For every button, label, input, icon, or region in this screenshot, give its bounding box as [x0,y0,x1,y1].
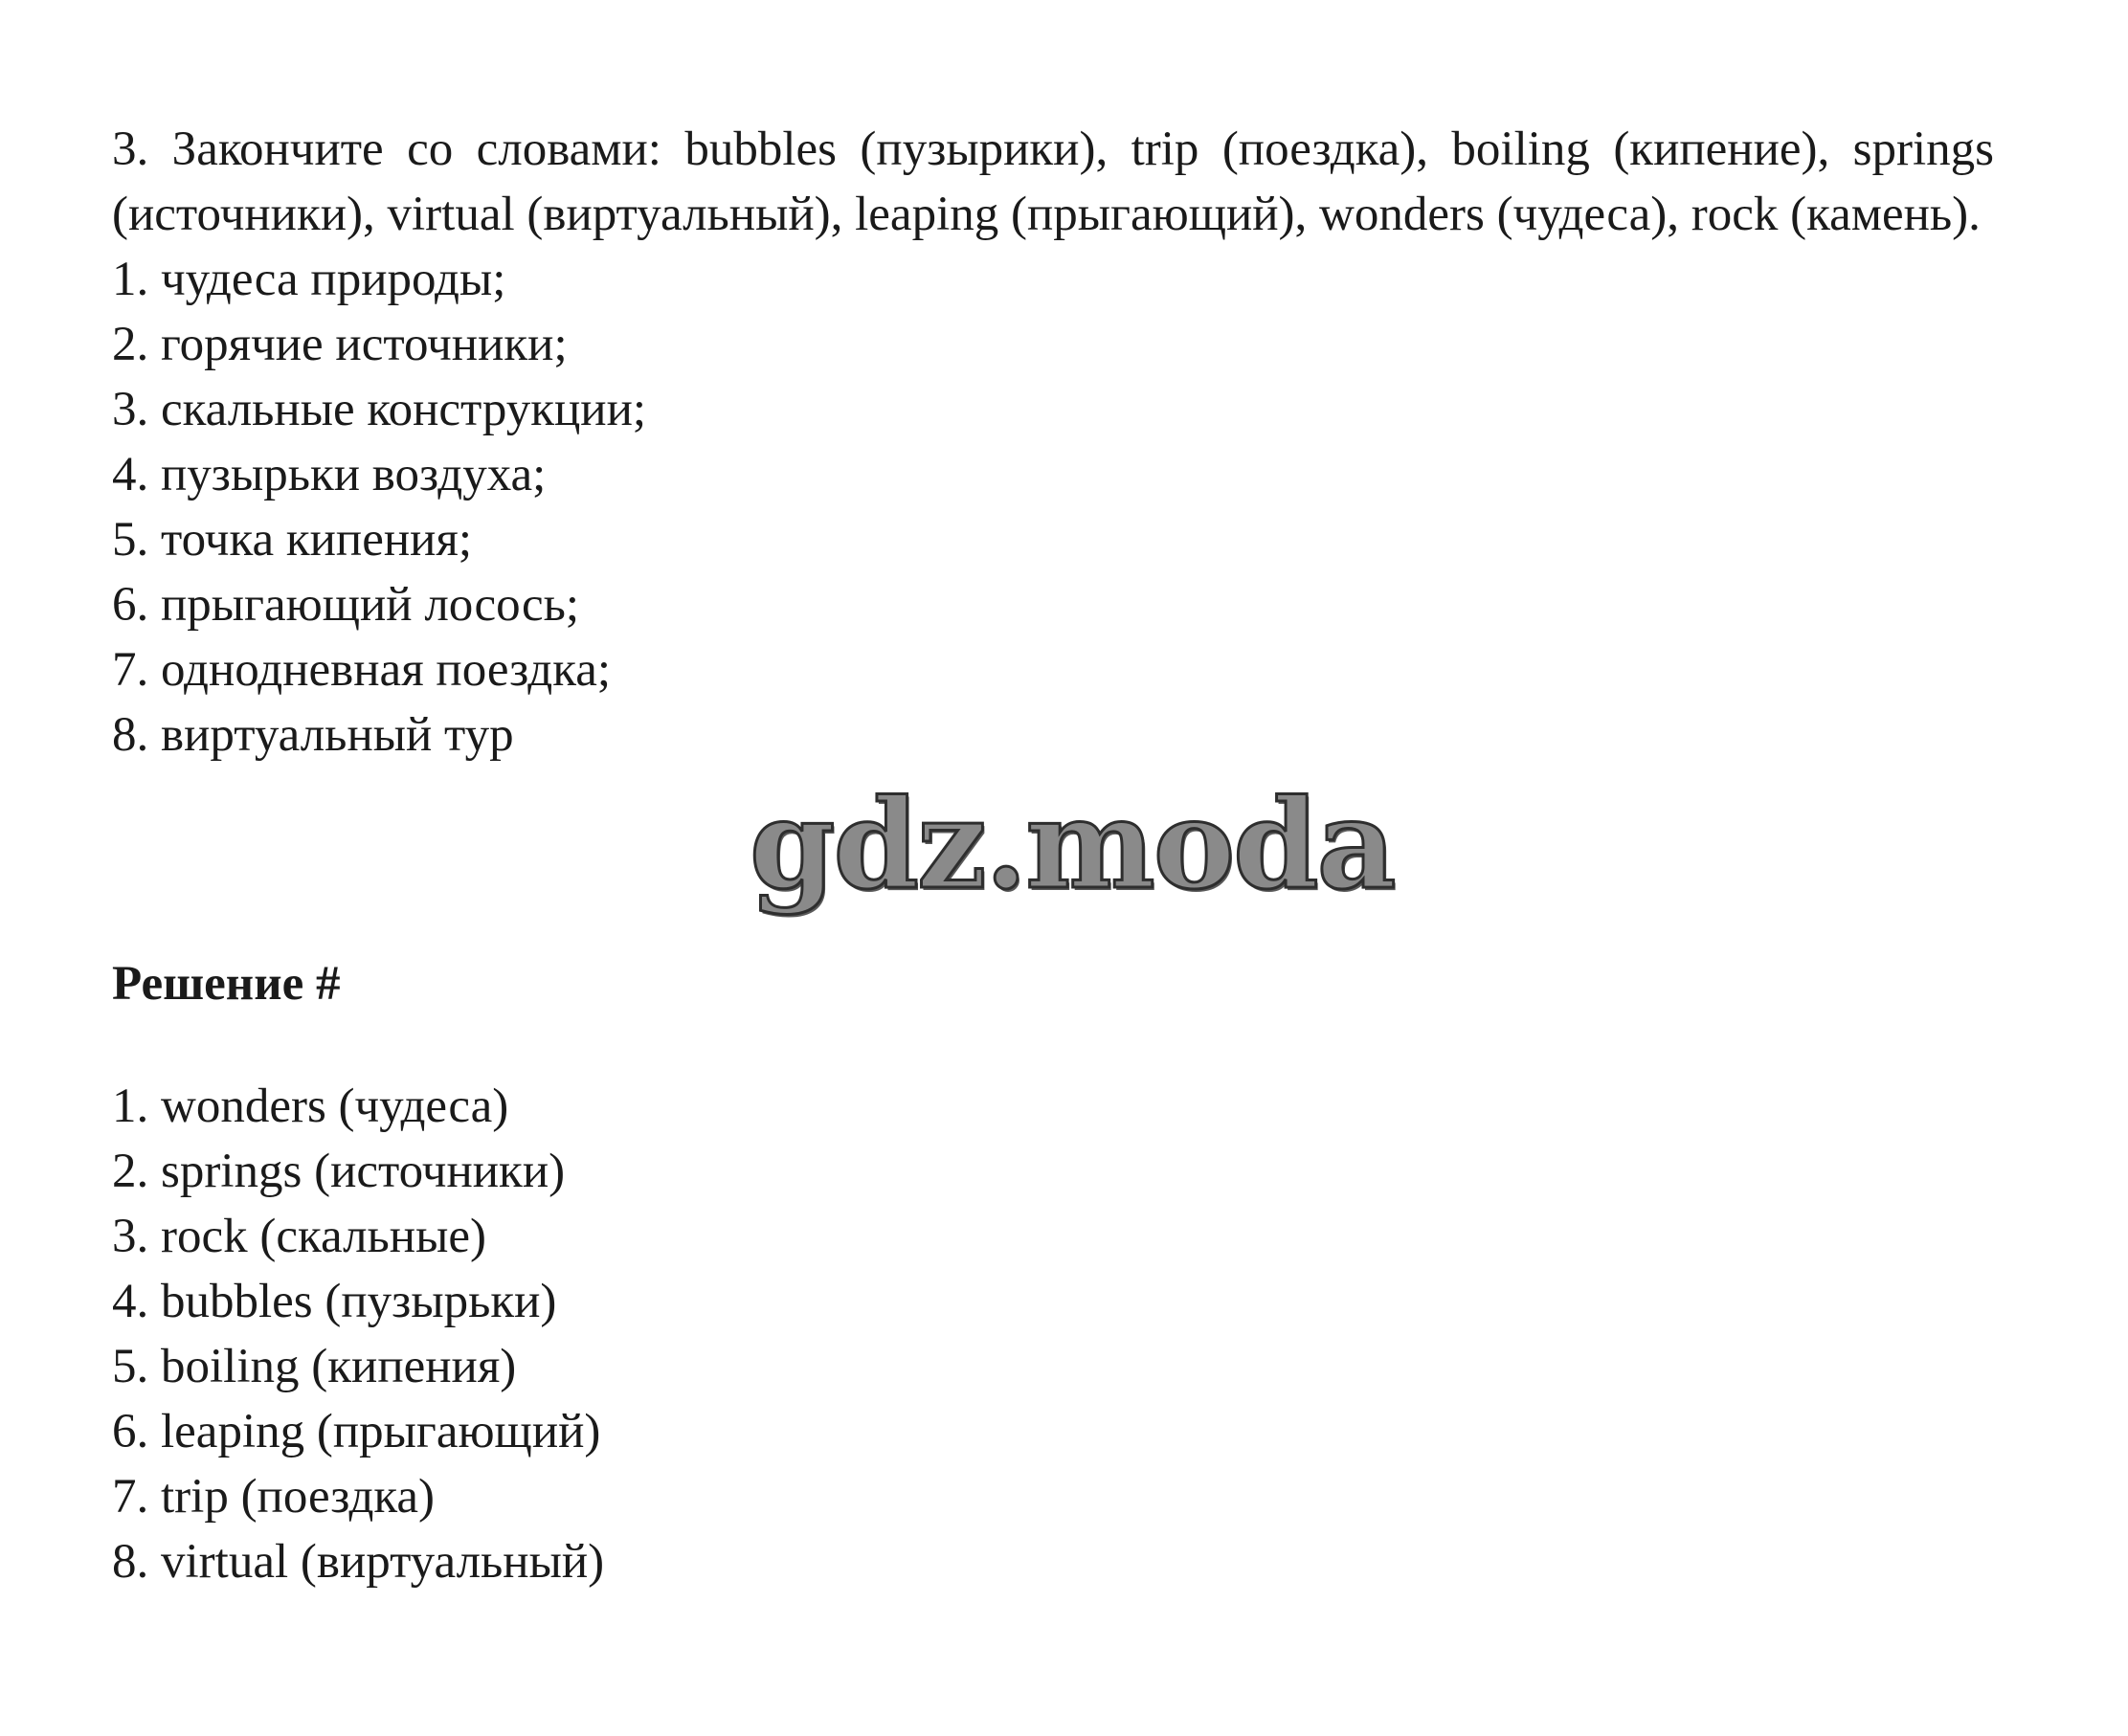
task-item: 5. точка кипения; [112,513,473,567]
answer-item: 2. springs (источники) [112,1145,566,1198]
solution-heading: Решение # [112,957,341,1011]
answer-item: 1. wonders (чудеса) [112,1079,509,1133]
task-items-list [112,247,1994,768]
answer-item: 7. trip (поездка) [112,1470,436,1524]
task-item: 4. пузырьки воздуха; [112,448,547,501]
answer-item: 4. bubbles (пузырьки) [112,1275,557,1328]
answer-item: 6. leaping (прыгающий) [112,1405,601,1458]
solution-answers-list [112,1074,604,1594]
task-item: 6. прыгающий лосось; [112,578,580,632]
answer-item: 8. virtual (виртуальный) [112,1535,605,1589]
task-item: 7. однодневная поездка; [112,643,612,697]
task-item: 3. скальные конструкции; [112,383,647,436]
watermark-logo: gdz.moda [750,773,1395,917]
task-text: 3. Закончите со словами: bubbles (пузырики), trip (поездка), boiling (кипение), springs (источники), virtual (виртуальный), leaping (прыгающий), wonders (чудеса), rock (камень). [112,122,1995,241]
task-item: 1. чудеса природы; [112,253,506,306]
answer-item: 3. rock (скальные) [112,1210,486,1263]
answer-item: 5. boiling (кипения) [112,1340,517,1393]
task-item: 8. виртуальный тур [112,708,514,762]
task-item: 2. горячие источники; [112,318,568,371]
